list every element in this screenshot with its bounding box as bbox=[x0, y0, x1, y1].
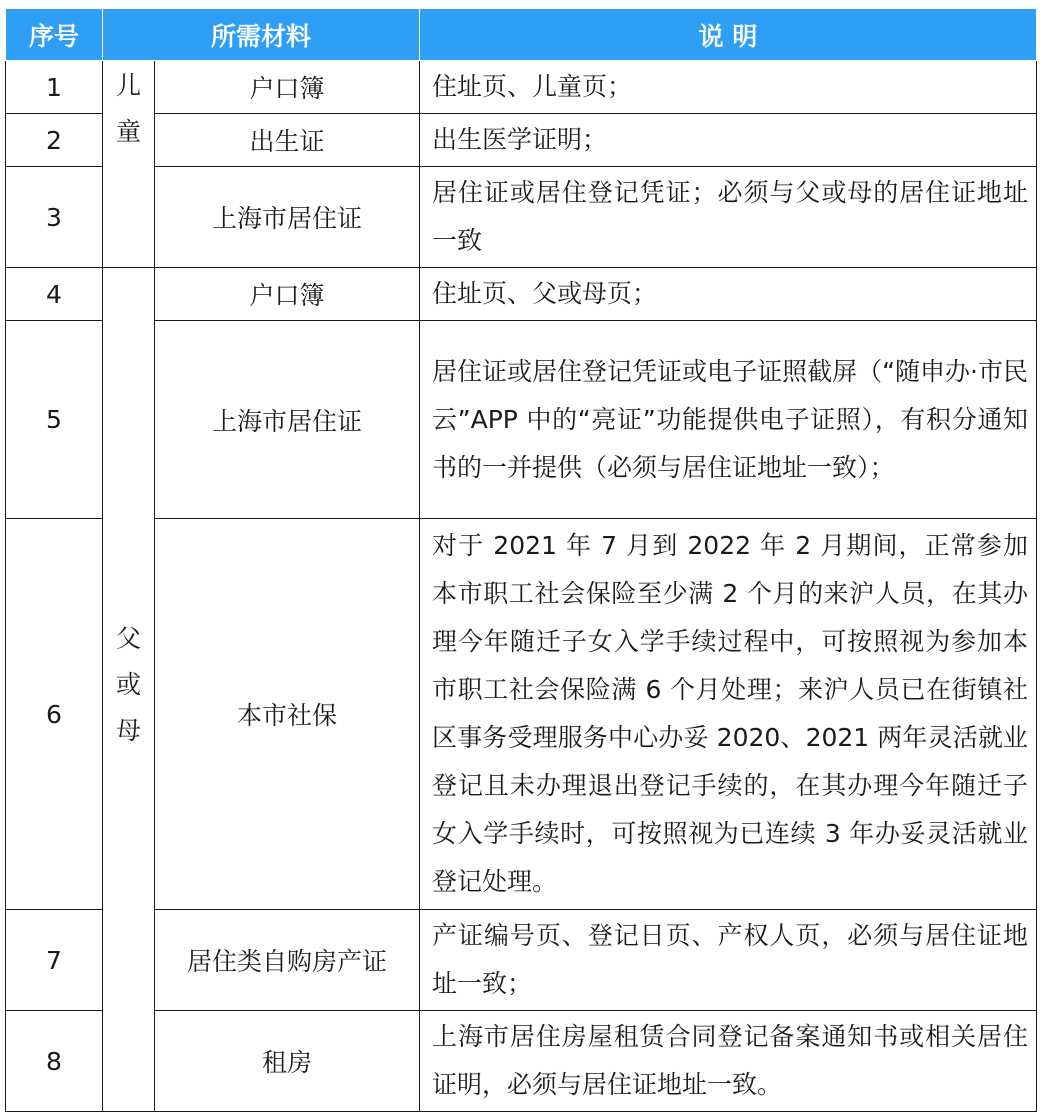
description-cell: 出生医学证明； bbox=[420, 114, 1037, 167]
group-parents-char: 或 bbox=[115, 670, 141, 699]
group-parents-char: 父 bbox=[115, 624, 141, 653]
description-cell: 居住证或居住登记凭证；必须与父或母的居住证地址一致 bbox=[420, 167, 1037, 268]
table-row bbox=[6, 321, 1037, 519]
row-number: 6 bbox=[6, 519, 103, 910]
group-parents-char: 母 bbox=[115, 716, 141, 745]
group-child-char: 儿 bbox=[115, 71, 141, 100]
table-row bbox=[6, 519, 1037, 910]
row-number: 1 bbox=[6, 61, 103, 114]
table-row bbox=[6, 268, 1037, 321]
description-cell: 住址页、儿童页； bbox=[420, 61, 1037, 114]
row-number: 5 bbox=[6, 321, 103, 519]
description-cell: 住址页、父或母页； bbox=[420, 268, 1037, 321]
material-cell: 出生证 bbox=[155, 114, 420, 167]
table-row bbox=[6, 114, 1037, 167]
header-desc: 说 明 bbox=[420, 9, 1037, 61]
material-cell: 居住类自购房产证 bbox=[155, 910, 420, 1011]
table-row bbox=[6, 910, 1037, 1011]
material-cell: 户口簿 bbox=[155, 61, 420, 114]
material-cell: 上海市居住证 bbox=[155, 321, 420, 519]
description-cell: 上海市居住房屋租赁合同登记备案通知书或相关居住证明，必须与居住证地址一致。 bbox=[420, 1011, 1037, 1112]
table-row bbox=[6, 61, 1037, 114]
row-number: 4 bbox=[6, 268, 103, 321]
description-cell: 产证编号页、登记日页、产权人页，必须与居住证地址一致； bbox=[420, 910, 1037, 1011]
header-no: 序号 bbox=[6, 9, 103, 61]
material-cell: 租房 bbox=[155, 1011, 420, 1112]
material-cell: 户口簿 bbox=[155, 268, 420, 321]
group-parents bbox=[103, 268, 155, 1112]
material-cell: 本市社保 bbox=[155, 519, 420, 910]
group-child bbox=[103, 61, 155, 268]
material-cell: 上海市居住证 bbox=[155, 167, 420, 268]
row-number: 7 bbox=[6, 910, 103, 1011]
description-cell: 对于 2021 年 7 月到 2022 年 2 月期间，正常参加本市职工社会保险至少满 2 个月的来沪人员，在其办理今年随迁子女入学手续过程中，可按照视为参加本市职工社会保险满 6 个月处理；来沪人员已在街镇社区事务受理服务中心办妥 2020、2021 两年灵活就业登记且未办理退出登记手续的，在其办理今年随迁子女入学手续时，可按照视为已连续 3 年办妥灵活就业登记处理。 bbox=[420, 519, 1037, 910]
row-number: 8 bbox=[6, 1011, 103, 1112]
table-row bbox=[6, 167, 1037, 268]
row-number: 3 bbox=[6, 167, 103, 268]
group-child-char: 童 bbox=[115, 117, 141, 146]
materials-table bbox=[5, 8, 1037, 1112]
description-cell: 居住证或居住登记凭证或电子证照截屏（“随申办·市民云”APP 中的“亮证”功能提供电子证照），有积分通知书的一并提供（必须与居住证地址一致）； bbox=[420, 321, 1037, 519]
header-row bbox=[6, 9, 1037, 61]
table-row bbox=[6, 1011, 1037, 1112]
header-material: 所需材料 bbox=[103, 9, 420, 61]
row-number: 2 bbox=[6, 114, 103, 167]
